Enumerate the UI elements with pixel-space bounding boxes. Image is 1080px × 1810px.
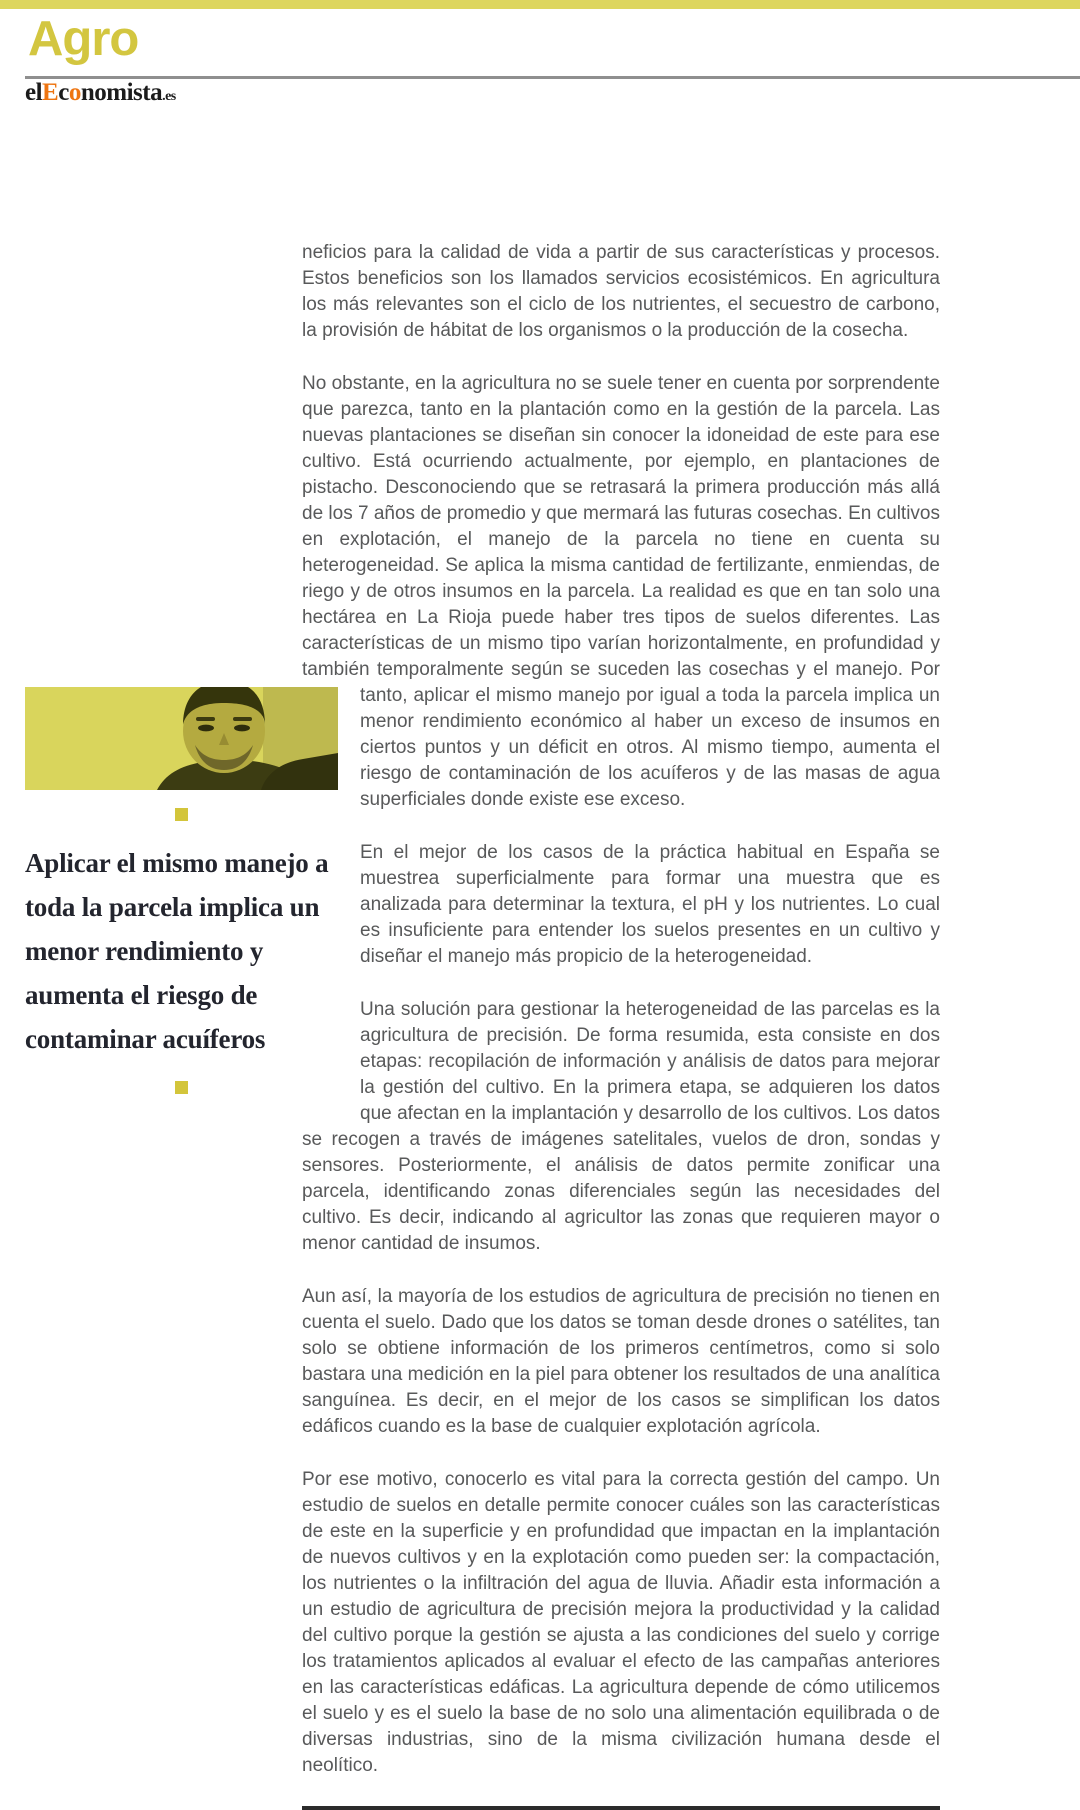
logo-part-nomista: nomista <box>80 79 163 106</box>
pull-quote: Aplicar el mismo manejo a toda la parcela implica un menor rendimiento y aumenta el riesgo de contaminar acuíferos <box>25 848 329 1054</box>
logo-part-e: E <box>42 79 59 106</box>
pullout-block <box>25 687 338 1094</box>
header-rule <box>25 76 1080 79</box>
quote-marker-bottom-icon <box>175 1081 188 1094</box>
end-rule <box>302 1806 940 1810</box>
paragraph-3: En el mejor de los casos de la práctica habitual en España se muestrea superficialmente para formar una muestra que es analizada para determinar la textura, el pH y los nutrientes. Lo cual es insuficiente para entender los suelos presentes en un cultivo y diseñar el manejo más propicio de la heterogeneidad. <box>360 842 940 967</box>
section-title: Agro <box>28 12 139 66</box>
logo-part-el: el <box>25 79 43 106</box>
paragraph-4: Una solución para gestionar la heterogeneidad de las parcelas es la agricultura de precisión. De forma resumida, esta consiste en dos etapas: recopilación de información y análisis de datos para mejorar la gestión del cultivo. En la primera etapa, se adquieren los datos que afectan en la implantación y desarrollo de los cultivos. Los datos se recogen a través de imágenes satelitales, vuelos de dron, sondas y sensores. Posteriormente, el análisis de datos permite zonificar una parcela, identificando zonas diferenciales según las necesidades del cultivo. Es decir, indicando al agricultor las zonas que requieren mayor o menor cantidad de insumos. <box>302 999 940 1254</box>
author-photo <box>25 687 338 790</box>
brand-logo <box>25 80 176 109</box>
paragraph-5: Aun así, la mayoría de los estudios de agricultura de precisión no tienen en cuenta el suelo. Dado que los datos se toman desde drones o satélites, tan solo se obtiene información de los primeros centímetros, como si solo bastara una medición en la piel para obtener los resultados de una analítica sanguínea. Es decir, en el mejor de los casos se simplifican los datos edáficos cuando es la base de cualquier explotación agrícola. <box>302 1286 940 1437</box>
article-body <box>25 0 940 1810</box>
quote-marker-top-icon <box>175 808 188 821</box>
paragraph-6: Por ese motivo, conocerlo es vital para la correcta gestión del campo. Un estudio de suelos en detalle permite conocer cuáles son las características de este en la superficie y en profundidad que impactan en la implantación de nuevos cultivos y en la explotación como pueden ser: la compactación, los nutrientes o la infiltración del agua de lluvia. Añadir esta información a un estudio de agricultura de precisión mejora la productividad y la calidad del cultivo porque la gestión se ajusta a las condiciones del suelo y corrige los tratamientos aplicados al evaluar el efecto de las campañas anteriores en las características edáficas. La agricultura depende de cómo utilicemos el suelo y es el suelo la base de no solo una alimentación equilibrada o de diversas industrias, sino de la misma civilización humana desde el neolítico. <box>302 1469 940 1776</box>
paragraph-2-text-b: parcela implica un menor rendimiento económico al haber un exceso de insumos en ciertos puntos y un déficit en otros. Al mismo tiempo, aumenta el riesgo de contaminación de los acuíferos y de las masas de agua superficiales donde existe ese exceso. <box>360 685 941 810</box>
logo-part-o: o <box>68 79 81 106</box>
logo-part-tld: .es <box>162 89 176 104</box>
logo-part-c: c <box>58 79 69 106</box>
paragraph-2-text-a: No obstante, en la agricultura no se suele tener en cuenta por sorprendente que parezca, tanto en la plantación como en la gestión de la parcela. Las nuevas plantaciones se diseñan sin conocer la idoneidad de este para ese cultivo. Está ocurriendo actualmente, por ejemplo, en plantaciones de pistacho. Desconociendo que se retrasará la primera producción más allá de los 7 años de promedio y que mermará las futuras cosechas. En cultivos en explotación, el manejo de la parcela no tiene en cuenta su heterogeneidad. Se aplica la misma cantidad de fertilizante, enmiendas, de riego y de otros insumos en la parcela. La realidad es que en tan solo una hectárea en La Rioja puede haber tres tipos de suelos diferentes. Las características de un mismo tipo varían horizontalmente, en profundidad y también temporalmente según se suceden las cosechas y el manejo. Por tanto, aplicar el mismo manejo por igual a toda la <box>302 373 940 706</box>
paragraph-1: neficios para la calidad de vida a partir de sus características y procesos. Estos beneficios son los llamados servicios ecosistémicos. En agricultura los más relevantes son el ciclo de los nutrientes, el secuestro de carbono, la provisión de hábitat de los organismos o la producción de la cosecha. <box>302 242 940 341</box>
